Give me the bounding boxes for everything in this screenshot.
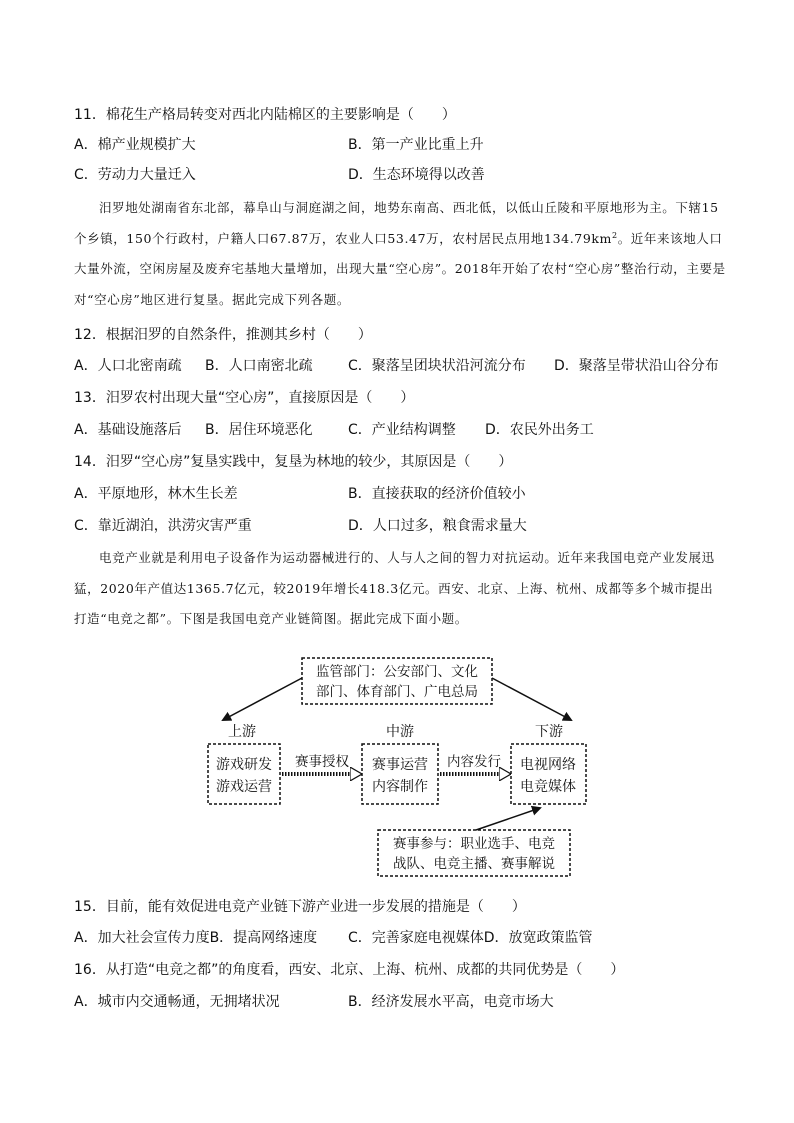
- question-13-option-a: A．基础设施落后: [74, 422, 182, 438]
- reading-passage-miluo: [74, 193, 726, 315]
- midstream-text-line1: 赛事运营: [372, 757, 428, 773]
- question-11-stem: 11．棉花生产格局转变对西北内陆棉区的主要影响是（ ）: [74, 107, 456, 123]
- question-15-option-d: D．放宽政策监管: [483, 930, 593, 946]
- esports-industry-chain-diagram: [0, 640, 794, 890]
- question-13-option-d: D．农民外出务工: [485, 422, 594, 438]
- question-15-option-b: B．提高网络速度: [209, 930, 318, 946]
- passage-miluo-superscript: 2: [612, 230, 618, 240]
- midstream-label: 中游: [386, 724, 414, 740]
- question-12-option-a: A．人口北密南疏: [74, 358, 182, 374]
- passage-miluo-text-part2: 。近年来该地人口大量外流，空闲房屋及废弃宅基地大量增加，出现大量“空心房”。2018年开始了农村“空心房”整治行动，主要是对“空心房”地区进行复垦。据此完成下列各题。: [74, 230, 726, 307]
- question-13-option-c: C．产业结构调整: [348, 422, 456, 438]
- question-11-option-d: D．生态环境得以改善: [348, 167, 485, 183]
- question-14-option-a: A．平原地形，林木生长差: [74, 486, 238, 502]
- question-14-option-b: B．直接获取的经济价值较小: [348, 486, 526, 502]
- arrow-label-content-distribution: 内容发行: [447, 754, 501, 770]
- supervision-to-downstream-arrow: [492, 678, 571, 720]
- upstream-box: [208, 744, 280, 804]
- participation-to-downstream-arrow: [476, 808, 540, 830]
- upstream-label: 上游: [228, 724, 256, 740]
- question-15-options: [74, 929, 317, 947]
- downstream-box: [511, 744, 586, 804]
- supervision-to-upstream-arrow: [223, 678, 302, 720]
- passage-miluo-text-part1: 汨罗地处湖南省东北部，幕阜山与洞庭湖之间，地势东南高、西北低，以低山丘陵和平原地形为主。下辖15个乡镇，150个行政村，户籍人口67.87万，农业人口53.47万，农村居民点用地134.79km: [74, 200, 719, 246]
- midstream-box: [362, 744, 438, 804]
- question-12-option-b: B．人口南密北疏: [205, 358, 313, 374]
- participation-text-line1: 赛事参与：职业选手、电竞: [393, 836, 555, 852]
- question-12-option-c: C．聚落呈团块状沿河流分布: [348, 358, 526, 374]
- question-14-option-d: D．人口过多，粮食需求量大: [348, 518, 527, 534]
- question-11-option-b: B．第一产业比重上升: [348, 137, 484, 153]
- question-15-option-a: A．加大社会宣传力度: [74, 930, 210, 946]
- question-16-stem: 16．从打造“电竞之都”的角度看，西安、北京、上海、杭州、成都的共同优势是（ ）: [74, 962, 625, 978]
- upstream-text-line2: 游戏运营: [216, 779, 272, 795]
- downstream-text-line2: 电竞媒体: [520, 779, 576, 795]
- question-12-stem: 12．根据汨罗的自然条件，推测其乡村（ ）: [74, 327, 372, 343]
- question-16-option-a: A．城市内交通畅通，无拥堵状况: [74, 994, 280, 1010]
- arrow-label-event-authorization: 赛事授权: [295, 754, 349, 770]
- question-13-option-b: B．居住环境恶化: [205, 422, 313, 438]
- supervision-text-line2: 部门、体育部门、广电总局: [316, 684, 478, 700]
- downstream-label: 下游: [535, 724, 563, 740]
- reading-passage-esports: 电竞产业就是利用电子设备作为运动器械进行的、人与人之间的智力对抗运动。近年来我国电竞产业发展迅猛，2020年产值达1365.7亿元，较2019年增长418.3亿元。西安、北京、上海、杭州、成都等多个城市提出打造“电竞之都”。下图是我国电竞产业链简图。据此完成下面小题。: [74, 550, 715, 626]
- question-11-option-c: C．劳动力大量迁入: [74, 167, 196, 183]
- question-15-option-c: C．完善家庭电视媒体: [348, 930, 484, 946]
- participation-text-line2: 战队、电竞主播、赛事解说: [393, 856, 555, 872]
- question-14-option-c: C．靠近湖泊，洪涝灾害严重: [74, 518, 252, 534]
- question-14-stem: 14．汨罗“空心房”复垦实践中，复垦为林地的较少，其原因是（ ）: [74, 454, 513, 470]
- question-13-stem: 13．汨罗农村出现大量“空心房”，直接原因是（ ）: [74, 390, 415, 406]
- question-15-stem: 15．目前，能有效促进电竞产业链下游产业进一步发展的措施是（ ）: [74, 899, 526, 915]
- midstream-text-line2: 内容制作: [372, 779, 428, 795]
- question-15-options-cd: [348, 929, 593, 947]
- upstream-text-line1: 游戏研发: [216, 757, 272, 773]
- supervision-text-line1: 监管部门：公安部门、文化: [316, 664, 478, 680]
- downstream-text-line1: 电视网络: [520, 757, 576, 773]
- question-16-option-b: B．经济发展水平高，电竞市场大: [348, 994, 554, 1010]
- question-12-option-d: D．聚落呈带状沿山谷分布: [554, 358, 719, 374]
- question-11-option-a: A．棉产业规模扩大: [74, 137, 196, 153]
